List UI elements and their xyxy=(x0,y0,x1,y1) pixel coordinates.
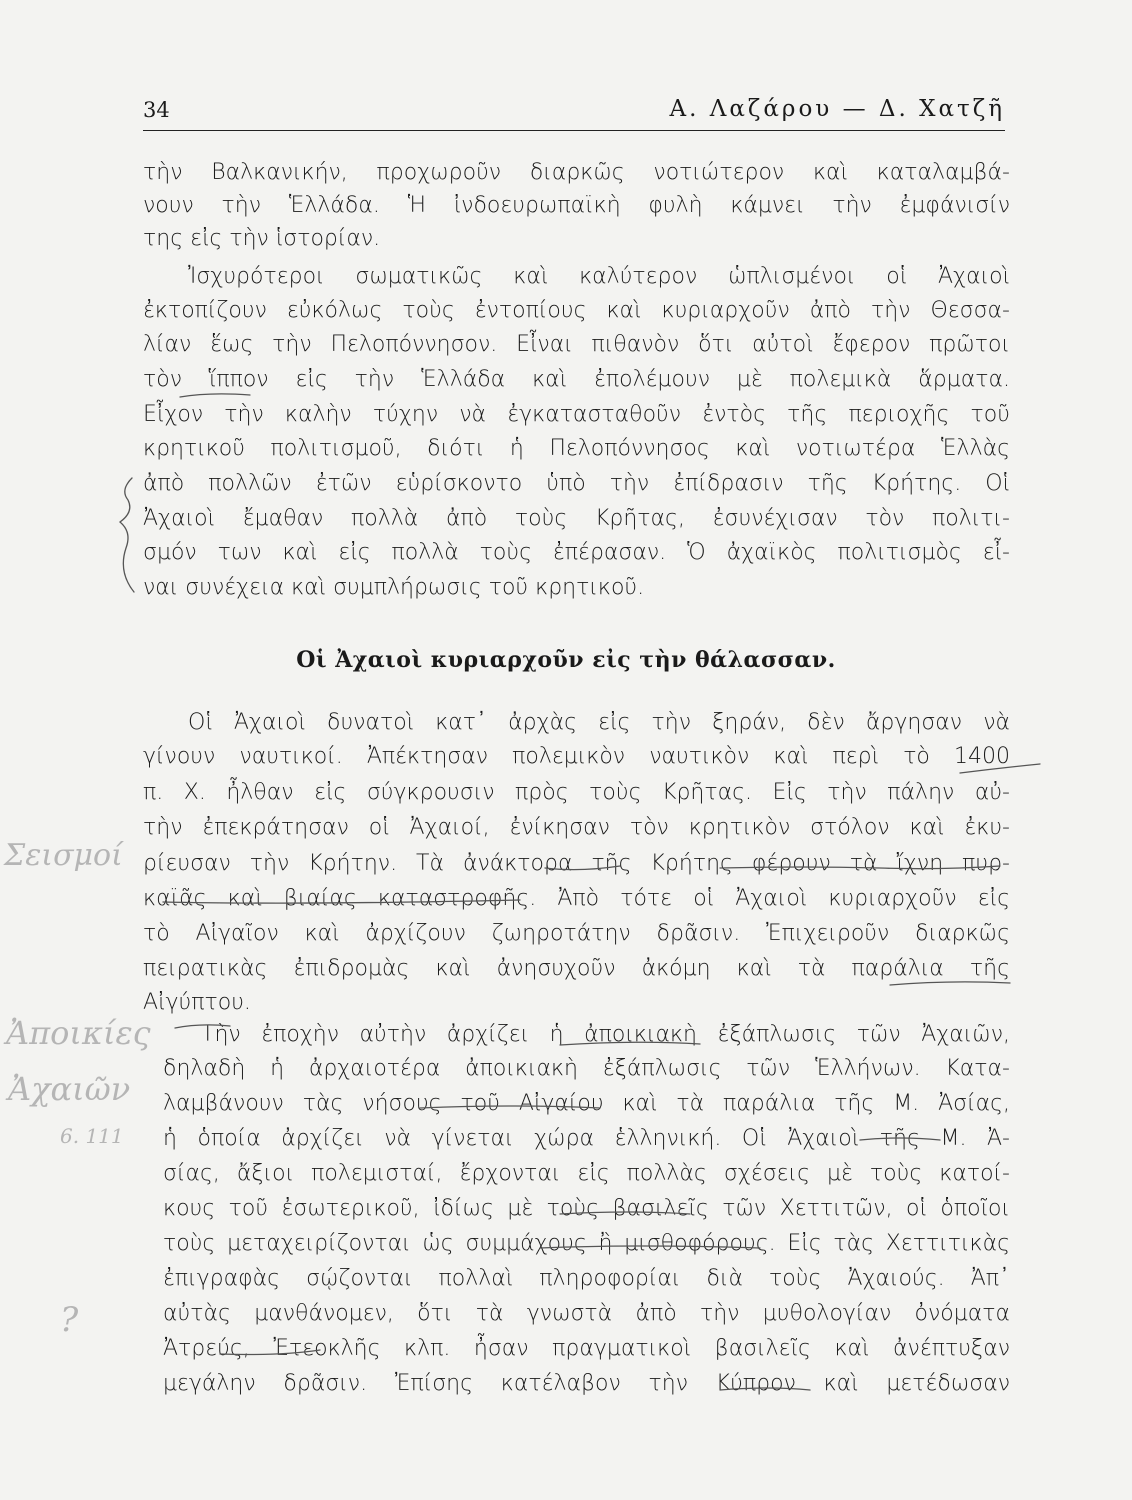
text-line: δηλαδὴ ἡ ἀρχαιοτέρα ἀποικιακὴ ἐξάπλωσις τῶν Ἑλλήνων. Κατα- xyxy=(163,1056,1010,1081)
text-line: λίαν ἕως τὴν Πελοπόννησον. Εἶναι πιθανὸν ὅτι αὐτοὶ ἔφερον πρῶτοι xyxy=(143,332,1010,357)
text-line: Ἀχαιοὶ ἔμαθαν πολλὰ ἀπὸ τοὺς Κρῆτας, ἐσυνέχισαν τὸν πολιτι- xyxy=(143,506,1010,531)
section-heading: Οἱ Ἀχαιοὶ κυριαρχοῦν εἰς τὴν θάλασσαν. xyxy=(296,647,836,673)
underline-mark xyxy=(960,764,1040,773)
text-line: κους τοῦ ἐσωτερικοῦ, ἰδίως μὲ τοὺς βασιλεῖς τῶν Χεττιτῶν, οἱ ὁποῖοι xyxy=(163,1196,1010,1221)
margin-note: Σεισμοί xyxy=(4,838,123,873)
text-line: τὸ Αἰγαῖον καὶ ἀρχίζουν ζωηροτάτην δρᾶσιν. Ἐπιχειροῦν διαρκῶς xyxy=(143,921,1010,946)
text-line: νουν τὴν Ἑλλάδα. Ἡ ἰνδοευρωπαϊκὴ φυλὴ κάμνει τὴν ἐμφάνισίν xyxy=(143,193,1010,218)
underline-mark xyxy=(545,866,620,870)
text-line: Ἀτρεύς, Ἐτεοκλῆς κλπ. ἦσαν πραγματικοὶ βασιλεῖς καὶ ἀνέπτυξαν xyxy=(163,1336,1010,1361)
text-line: Οἱ Ἀχαιοὶ δυνατοὶ κατ᾽ ἀρχὰς εἰς τὴν ξηράν, δὲν ἄργησαν νὰ xyxy=(188,710,1010,735)
text-line: τὴν ἐπεκράτησαν οἱ Ἀχαιοί, ἐνίκησαν τὸν κρητικὸν στόλον καὶ ἐκυ- xyxy=(143,815,1010,840)
underline-mark xyxy=(720,866,1000,869)
underline-mark xyxy=(560,1212,690,1214)
text-line: γίνουν ναυτικοί. Ἀπέκτησαν πολεμικὸν ναυτικὸν καὶ περὶ τὸ 1400 xyxy=(143,744,1010,769)
text-line: Τὴν ἐποχὴν αὐτὴν ἀρχίζει ἡ ἀποικιακὴ ἐξάπλωσις τῶν Ἀχαιῶν, xyxy=(201,1022,1010,1047)
text-line: τὸν ἵππον εἰς τὴν Ἑλλάδα καὶ ἐπολέμουν μὲ πολεμικὰ ἅρματα. xyxy=(143,367,1010,392)
text-line: ρίευσαν τὴν Κρήτην. Τὰ ἀνάκτορα τῆς Κρήτης φέρουν τὰ ἴχνη πυρ- xyxy=(143,851,1010,876)
margin-note: Ἀχαιῶν xyxy=(8,1070,131,1108)
text-line: πειρατικὰς ἐπιδρομὰς καὶ ἀνησυχοῦν ἀκόμη καὶ τὰ παράλια τῆς xyxy=(143,956,1010,981)
underline-mark xyxy=(890,982,1010,985)
underline-mark xyxy=(163,900,520,903)
underline-mark xyxy=(420,1106,600,1108)
text-line: της εἰς τὴν ἱστορίαν. xyxy=(143,226,381,251)
underline-mark xyxy=(220,1350,320,1355)
running-head: Α. Λαζάρου — Δ. Χατζῆ xyxy=(669,96,1005,122)
text-line: κρητικοῦ πολιτισμοῦ, διότι ἡ Πελοπόννησος καὶ νοτιωτέρα Ἑλλὰς xyxy=(143,436,1010,461)
margin-note: Ἀποικίες xyxy=(6,1014,151,1052)
margin-note: 6. 111 xyxy=(60,1124,124,1148)
text-line: π. Χ. ἦλθαν εἰς σύγκρουσιν πρὸς τοὺς Κρῆτας. Εἰς τὴν πάλην αὐ- xyxy=(143,780,1010,805)
text-line: αὐτὰς μανθάνομεν, ὅτι τὰ γνωστὰ ἀπὸ τὴν μυθολογίαν ὀνόματα xyxy=(163,1301,1010,1326)
underline-mark xyxy=(180,394,250,397)
margin-bracket xyxy=(120,478,134,592)
text-line: ἐπιγραφὰς σῴζονται πολλαὶ πληροφορίαι διὰ τοὺς Ἀχαιούς. Ἀπ᾽ xyxy=(163,1266,1010,1291)
underline-mark xyxy=(860,1138,940,1140)
underline-mark xyxy=(720,1388,810,1390)
text-line: τοὺς μεταχειρίζονται ὡς συμμάχους ἢ μισθοφόρους. Εἰς τὰς Χεττιτικὰς xyxy=(163,1231,1010,1256)
text-line: ναι συνέχεια καὶ συμπλήρωσις τοῦ κρητικοῦ. xyxy=(143,575,645,600)
underline-mark xyxy=(560,1042,700,1045)
page-number: 34 xyxy=(143,98,170,122)
text-line: σίας, ἄξιοι πολεμισταί, ἔρχονται εἰς πολλὰς σχέσεις μὲ τοὺς κατοί- xyxy=(163,1161,1010,1186)
underline-mark xyxy=(540,1246,760,1248)
text-line: ἐκτοπίζουν εὐκόλως τοὺς ἐντοπίους καὶ κυριαρχοῦν ἀπὸ τὴν Θεσσα- xyxy=(143,298,1010,323)
margin-note: ? xyxy=(60,1300,79,1340)
underline-mark xyxy=(175,1025,230,1028)
text-line: ἡ ὁποία ἀρχίζει νὰ γίνεται χώρα ἑλληνική. Οἱ Ἀχαιοὶ τῆς Μ. Ἀ- xyxy=(163,1126,1010,1151)
text-line: ἀπὸ πολλῶν ἐτῶν εὑρίσκοντο ὑπὸ τὴν ἐπίδρασιν τῆς Κρήτης. Οἱ xyxy=(143,471,1010,496)
text-line: σμόν των καὶ εἰς πολλὰ τοὺς ἐπέρασαν. Ὁ ἀχαϊκὸς πολιτισμὸς εἶ- xyxy=(143,540,1010,565)
text-line: Αἰγύπτου. xyxy=(143,990,251,1015)
text-line: μεγάλην δρᾶσιν. Ἐπίσης κατέλαβον τὴν Κύπρον καὶ μετέδωσαν xyxy=(163,1371,1010,1396)
text-line: Εἶχον τὴν καλὴν τύχην νὰ ἐγκατασταθοῦν ἐντὸς τῆς περιοχῆς τοῦ xyxy=(143,402,1010,427)
text-line: λαμβάνουν τὰς νήσους τοῦ Αἰγαίου καὶ τὰ παράλια τῆς Μ. Ἀσίας, xyxy=(163,1091,1010,1116)
text-line: τὴν Βαλκανικήν, προχωροῦν διαρκῶς νοτιώτερον καὶ καταλαμβά- xyxy=(143,160,1010,185)
text-line: Ἰσχυρότεροι σωματικῶς καὶ καλύτερον ὡπλισμένοι οἱ Ἀχαιοὶ xyxy=(188,264,1010,289)
text-line: καϊᾶς καὶ βιαίας καταστροφῆς. Ἀπὸ τότε οἱ Ἀχαιοὶ κυριαρχοῦν εἰς xyxy=(143,886,1010,911)
